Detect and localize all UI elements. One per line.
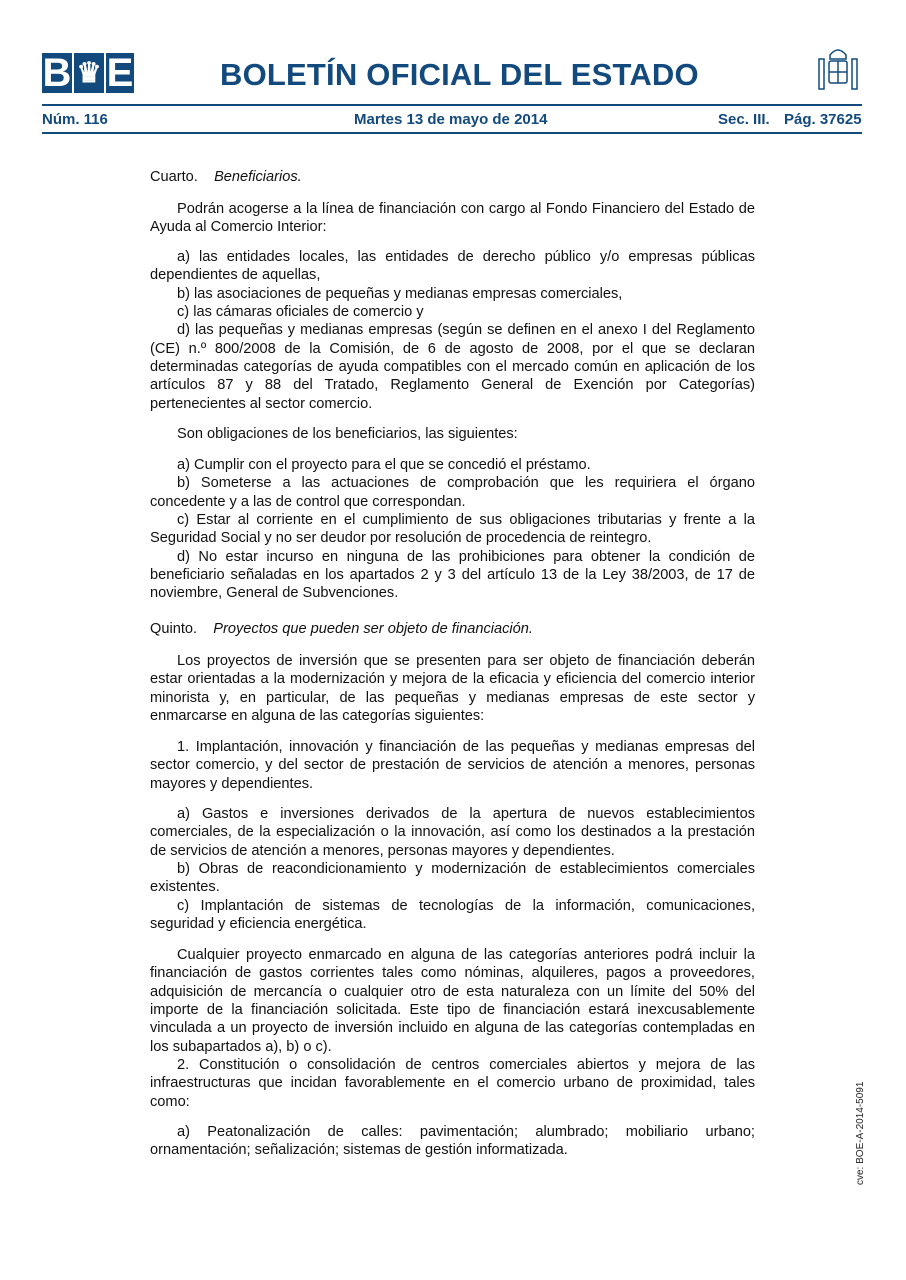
list-item: b) las asociaciones de pequeñas y medianas empresas comerciales, [177,285,623,302]
header-rule-top [42,104,862,106]
coat-of-arms-icon [815,45,861,97]
list-item: d) las pequeñas y medianas empresas (según se definen en el anexo I del Reglamento (CE) n.º 800/2008 de la Comisión, de 6 de agosto de 2008, por el que se declaran determinadas categorías de ayuda compatibles con el mercado común en aplicación de los artículos 87 y 88 del Tratado, Reglamento General de Exención por Categorías) pertenecientes al sector comercio. [150,322,755,412]
list-item: b) Someterse a las actuaciones de comprobación que les requiriera el órgano concedente y a las de control que correspondan. [150,475,755,510]
paragraph: Podrán acogerse a la línea de financiación con cargo al Fondo Financiero del Estado de Ayuda al Comercio Interior: [150,201,755,236]
paragraph: Cualquier proyecto enmarcado en alguna de las categorías anteriores podrá incluir la financiación de gastos corrientes tales como nóminas, alquileres, pagos a proveedores, adquisición de mercancía o cualquier otro de esta naturaleza con un límite del 50% del importe de la financiación solicitada. Este tipo de financiación estará inexcusablemente vinculada a un proyecto de inversión incluido en alguna de las categorías contempladas en los subapartados a), b) o c). 2. Constitución o consolidación de centros comerciales abiertos y mejora de las infraestructuras que incidan favorablemente en el comercio urbano de proximidad, tales como: [150,947,755,1110]
list-item: a) las entidades locales, las entidades de derecho público y/o empresas públicas dependientes de aquellas, [150,249,755,284]
issue-date: Martes 13 de mayo de 2014 [354,111,548,128]
list-item: c) las cámaras oficiales de comercio y [177,304,424,321]
page-title: BOLETÍN OFICIAL DEL ESTADO [220,57,699,92]
list-item: b) Obras de reacondicionamiento y modernización de establecimientos comerciales existentes. [150,861,755,896]
category-2-list [150,1123,755,1160]
crest-icon: ♛ [74,53,104,93]
paragraph: Los proyectos de inversión que se presenten para ser objeto de financiación deberán estar orientadas a la modernización y mejora de la eficacia y eficiencia del comercio interior minorista y, en particular, de las pequeñas y medianas empresas de este sector y enmarcarse en alguna de las categorías siguientes: [150,653,755,725]
obligations-list [150,456,755,603]
section-label: Sec. III. [718,111,770,128]
list-item: a) Peatonalización de calles: pavimentación; alumbrado; mobiliario urbano; ornamentación; señalización; sistemas de gestión informatizada. [150,1124,755,1159]
cve-identifier: cve: BOE-A-2014-5091 [855,1081,866,1185]
category-1-list [150,805,755,933]
page-number: Pág. 37625 [784,111,862,128]
quinto-heading: Quinto. Proyectos que pueden ser objeto de financiación. [150,621,533,637]
list-item: a) Gastos e inversiones derivados de la apertura de nuevos establecimientos comerciales, de la especialización o la innovación, así como los destinados a la prestación de servicios de atención a menores, personas mayores y dependientes. [150,806,755,859]
issue-number: Núm. 116 [42,111,108,128]
cuarto-heading: Cuarto. Beneficiarios. [150,169,302,185]
list-item: c) Estar al corriente en el cumplimiento de sus obligaciones tributarias y frente a la Seguridad Social y no ser deudor por resolución de procedencia de reintegro. [150,512,755,547]
list-item: c) Implantación de sistemas de tecnologías de la información, comunicaciones, seguridad y eficiencia energética. [150,897,755,933]
paragraph: 1. Implantación, innovación y financiación de las pequeñas y medianas empresas del sector comercio, y del sector de prestación de servicios de atención a menores, personas mayores y dependientes. [150,739,755,792]
beneficiaries-list [150,248,755,413]
list-item: a) Cumplir con el proyecto para el que se concedió el préstamo. [177,457,591,473]
paragraph: Son obligaciones de los beneficiarios, las siguientes: [177,426,518,442]
list-item: d) No estar incurso en ninguna de las prohibiciones para obtener la condición de beneficiario señaladas en los apartados 2 y 3 del artículo 13 de la Ley 38/2003, de 17 de noviembre, General de Subvenciones. [150,548,755,602]
boe-logo: B ♛ E [42,51,134,95]
header-rule-bottom [42,132,862,134]
